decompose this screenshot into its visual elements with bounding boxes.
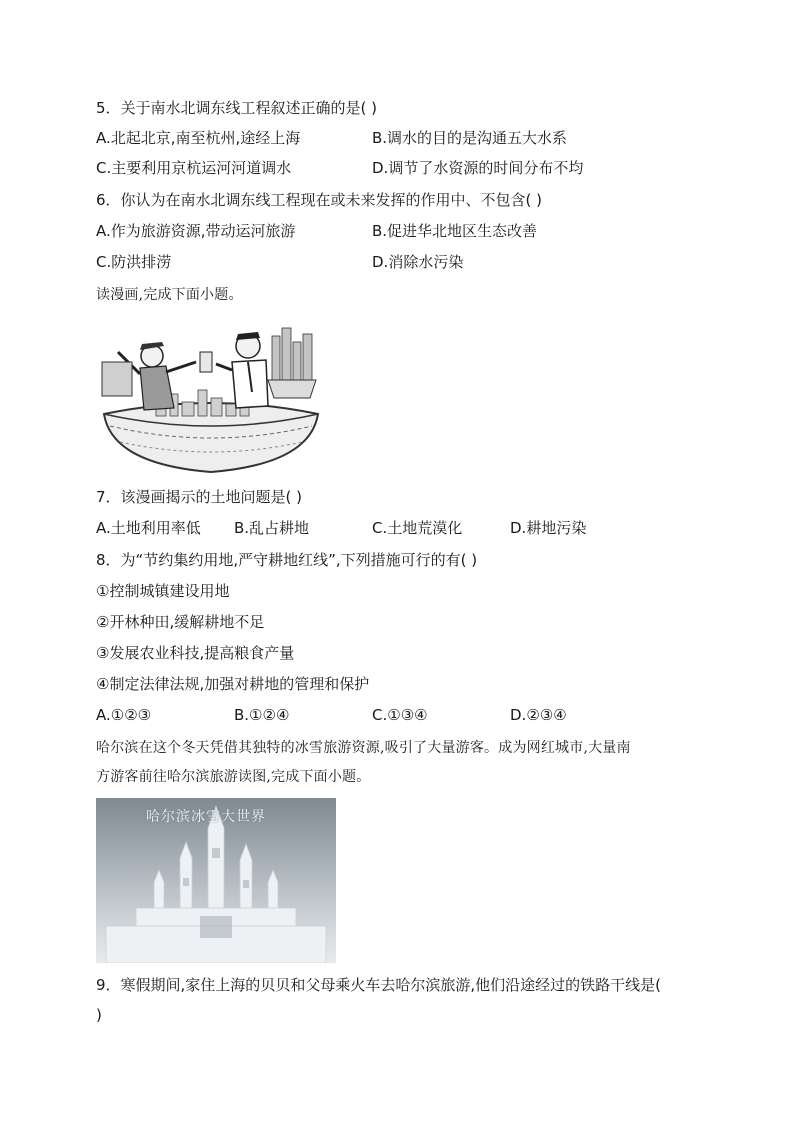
question-5-stem: 5．关于南水北调东线工程叙述正确的是( ) bbox=[96, 99, 378, 117]
harbin-intro-line-2: 方游客前往哈尔滨旅游读图,完成下面小题。 bbox=[96, 769, 371, 785]
question-5-option-d: D.调节了水资源的时间分布不均 bbox=[372, 159, 584, 177]
harbin-intro-line-1: 哈尔滨在这个冬天凭借其独特的冰雪旅游资源,吸引了大量游客。成为网红城市,大量南 bbox=[96, 740, 631, 756]
land-use-cartoon bbox=[96, 322, 326, 474]
question-8-item-2: ②开林种田,缓解耕地不足 bbox=[96, 613, 265, 631]
cartoon-drawing bbox=[96, 322, 326, 474]
question-6-option-d: D.消除水污染 bbox=[372, 253, 464, 271]
question-9-stem-line-1: 9．寒假期间,家住上海的贝贝和父母乘火车去哈尔滨旅游,他们沿途经过的铁路干线是( bbox=[96, 976, 661, 994]
question-8-stem: 8．为“节约集约用地,严守耕地红线”,下列措施可行的有( ) bbox=[96, 551, 478, 569]
question-8-option-d: D.②③④ bbox=[510, 706, 567, 724]
question-6-option-b: B.促进华北地区生态改善 bbox=[372, 222, 538, 240]
question-8-option-b: B.①②④ bbox=[234, 706, 290, 724]
question-7-option-b: B.乱占耕地 bbox=[234, 519, 310, 537]
question-5-option-b: B.调水的目的是沟通五大水系 bbox=[372, 129, 568, 147]
question-5-option-a: A.北起北京,南至杭州,途经上海 bbox=[96, 129, 301, 147]
question-6-option-c: C.防洪排涝 bbox=[96, 253, 172, 271]
question-8-item-3: ③发展农业科技,提高粮食产量 bbox=[96, 644, 295, 662]
harbin-ice-world-photo bbox=[96, 798, 336, 963]
question-8-option-c: C.①③④ bbox=[372, 706, 428, 724]
question-7-option-c: C.土地荒漠化 bbox=[372, 519, 463, 537]
question-6-stem: 6．你认为在南水北调东线工程现在或未来发挥的作用中、不包含( ) bbox=[96, 191, 543, 209]
question-7-stem: 7．该漫画揭示的土地问题是( ) bbox=[96, 488, 303, 506]
photo-title-text: 哈尔滨冰雪大世界 bbox=[146, 809, 266, 825]
question-9-stem-line-2: ) bbox=[96, 1006, 102, 1024]
question-8-option-a: A.①②③ bbox=[96, 706, 152, 724]
question-5-option-c: C.主要利用京杭运河河道调水 bbox=[96, 159, 292, 177]
question-6-option-a: A.作为旅游资源,带动运河旅游 bbox=[96, 222, 296, 240]
question-7-option-d: D.耕地污染 bbox=[510, 519, 587, 537]
cartoon-intro: 读漫画,完成下面小题。 bbox=[96, 287, 243, 303]
question-7-option-a: A.土地利用率低 bbox=[96, 519, 201, 537]
question-8-item-4: ④制定法律法规,加强对耕地的管理和保护 bbox=[96, 675, 370, 693]
question-8-item-1: ①控制城镇建设用地 bbox=[96, 582, 230, 600]
